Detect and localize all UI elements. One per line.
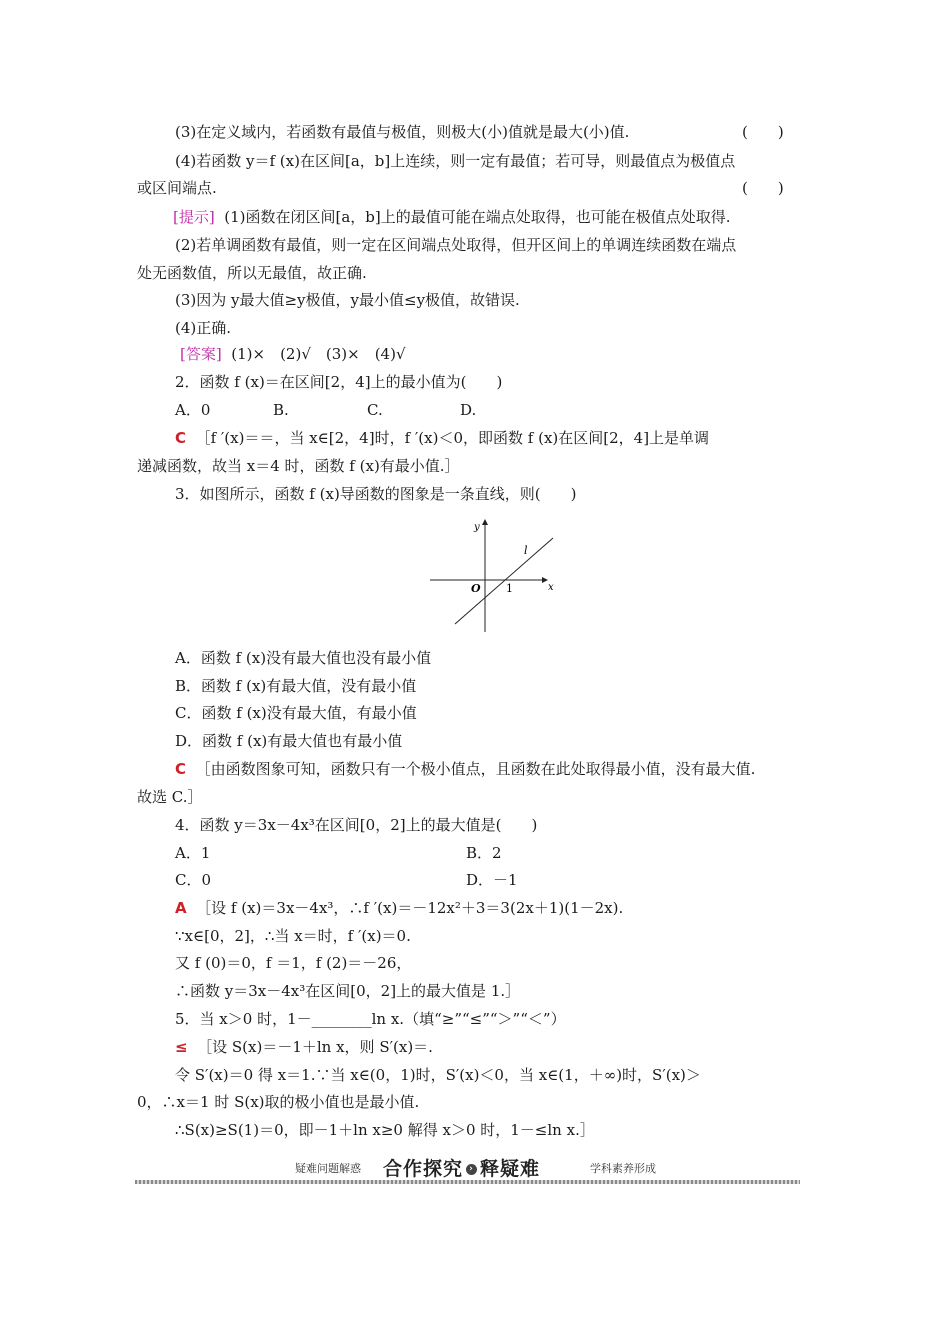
q2-option-b: B. bbox=[273, 401, 289, 419]
section-banner bbox=[135, 1154, 800, 1188]
q2-option-a: A．0 bbox=[175, 401, 211, 419]
x-axis-label: x bbox=[548, 582, 554, 593]
answer-line bbox=[180, 344, 406, 364]
question-5: 5．当 x＞0 时，1－________ln x.（填“≥”“≤”“＞”“＜”） bbox=[175, 1010, 566, 1028]
question-2: 2．函数 f (x)＝在区间[2，4]上的最小值为( ) bbox=[175, 373, 503, 391]
graph-svg bbox=[425, 514, 560, 636]
q3-option-b: B．函数 f (x)有最大值，没有最小值 bbox=[175, 677, 417, 695]
hint-line bbox=[173, 207, 731, 227]
text-line: (3)因为 y最大值≥y极值，y最小值≤y极值，故错误. bbox=[175, 291, 520, 309]
q4-solution bbox=[175, 898, 623, 918]
origin-label: O bbox=[471, 582, 481, 595]
q4-option-c: C．0 bbox=[175, 871, 212, 889]
q3-solution bbox=[175, 759, 755, 779]
q3-option-c: C．函数 f (x)没有最大值，有最小值 bbox=[175, 704, 417, 722]
y-axis-label: y bbox=[474, 522, 480, 533]
banner-right-text: 学科素养形成 bbox=[590, 1162, 656, 1175]
answer-text: (1)× (2)√ (3)× (4)√ bbox=[231, 345, 406, 363]
chevron-right-icon: › bbox=[466, 1164, 477, 1175]
answer-blank: ( ) bbox=[742, 179, 784, 197]
q3-option-a: A．函数 f (x)没有最大值也没有最小值 bbox=[175, 649, 432, 667]
banner-divider bbox=[135, 1180, 800, 1184]
q4-option-a: A．1 bbox=[175, 844, 211, 862]
banner-left-text: 疑难问题解惑 bbox=[295, 1162, 361, 1175]
text-line: 故选 C.］ bbox=[137, 788, 203, 806]
banner-title bbox=[383, 1154, 540, 1181]
text-line: 又 f (0)＝0，f ＝1，f (2)＝－26， bbox=[175, 954, 412, 972]
q2-option-d: D. bbox=[460, 401, 477, 419]
tick-label-1: 1 bbox=[506, 582, 513, 595]
answer-tag: [答案] bbox=[180, 345, 222, 363]
text-line: ∴函数 y＝3x－4x³在区间[0，2]上的最大值是 1.］ bbox=[175, 982, 521, 1000]
q4-option-d: D．－1 bbox=[466, 871, 518, 889]
q2-solution bbox=[175, 428, 709, 448]
q5-solution bbox=[175, 1037, 433, 1057]
q5-solution-text: ［设 S(x)＝－1＋ln x，则 S′(x)＝. bbox=[197, 1038, 433, 1056]
text-line: (3)在定义域内，若函数有最值与极值，则极大(小)值就是最大(小)值. bbox=[175, 123, 630, 141]
text-line: ∴S(x)≥S(1)＝0，即－1＋ln x≥0 解得 x＞0 时，1－≤ln x.］ bbox=[175, 1121, 595, 1139]
q4-answer-letter: A bbox=[175, 899, 187, 917]
q3-answer-letter: C bbox=[175, 760, 187, 778]
hint-text: (1)函数在闭区间[a，b]上的最值可能在端点处取得，也可能在极值点处取得. bbox=[224, 208, 731, 226]
text-line: 或区间端点. bbox=[137, 179, 217, 197]
q3-solution-text: ［由函数图象可知，函数只有一个极小值点，且函数在此处取得最小值，没有最大值. bbox=[195, 760, 756, 778]
line-l bbox=[455, 538, 553, 624]
banner-title-b: 释疑难 bbox=[480, 1158, 541, 1180]
text-line: (4)若函数 y＝f (x)在区间[a，b]上连续，则一定有最值；若可导，则最值点为极值点 bbox=[175, 152, 736, 170]
question-3: 3．如图所示，函数 f (x)导函数的图象是一条直线，则( ) bbox=[175, 485, 577, 503]
text-line: 令 S′(x)＝0 得 x＝1.∵当 x∈(0，1)时，S′(x)＜0，当 x∈(1，＋∞)时，S′(x)＞ bbox=[175, 1066, 701, 1084]
derivative-graph bbox=[425, 514, 560, 636]
line-label: l bbox=[524, 544, 528, 557]
q4-option-b: B．2 bbox=[466, 844, 502, 862]
text-line: 处无函数值，所以无最值，故正确. bbox=[137, 264, 367, 282]
text-line: ∵x∈[0，2]，∴当 x＝时，f ′(x)＝0. bbox=[175, 927, 411, 945]
text-line: (4)正确. bbox=[175, 319, 232, 337]
q3-option-d: D．函数 f (x)有最大值也有最小值 bbox=[175, 732, 403, 750]
question-4: 4．函数 y＝3x－4x³在区间[0，2]上的最大值是( ) bbox=[175, 816, 538, 834]
q5-answer-symbol: ≤ bbox=[175, 1038, 188, 1056]
banner-title-a: 合作探究 bbox=[383, 1158, 464, 1180]
q4-solution-text: ［设 f (x)＝3x－4x³，∴f ′(x)＝－12x²＋3＝3(2x＋1)(1－2x). bbox=[196, 899, 624, 917]
q2-answer-letter: C bbox=[175, 429, 187, 447]
q2-solution-text: ［f ′(x)＝＝，当 x∈[2，4]时，f ′(x)＜0，即函数 f (x)在区间[2，4]上是单调 bbox=[195, 429, 710, 447]
q2-option-c: C. bbox=[367, 401, 383, 419]
text-line: (2)若单调函数有最值，则一定在区间端点处取得，但开区间上的单调连续函数在端点 bbox=[175, 236, 737, 254]
answer-blank: ( ) bbox=[742, 123, 784, 141]
text-line: 递减函数，故当 x＝4 时，函数 f (x)有最小值.］ bbox=[137, 457, 460, 475]
text-line: 0，∴x＝1 时 S(x)取的极小值也是最小值. bbox=[137, 1093, 420, 1111]
hint-tag: [提示] bbox=[173, 208, 215, 226]
